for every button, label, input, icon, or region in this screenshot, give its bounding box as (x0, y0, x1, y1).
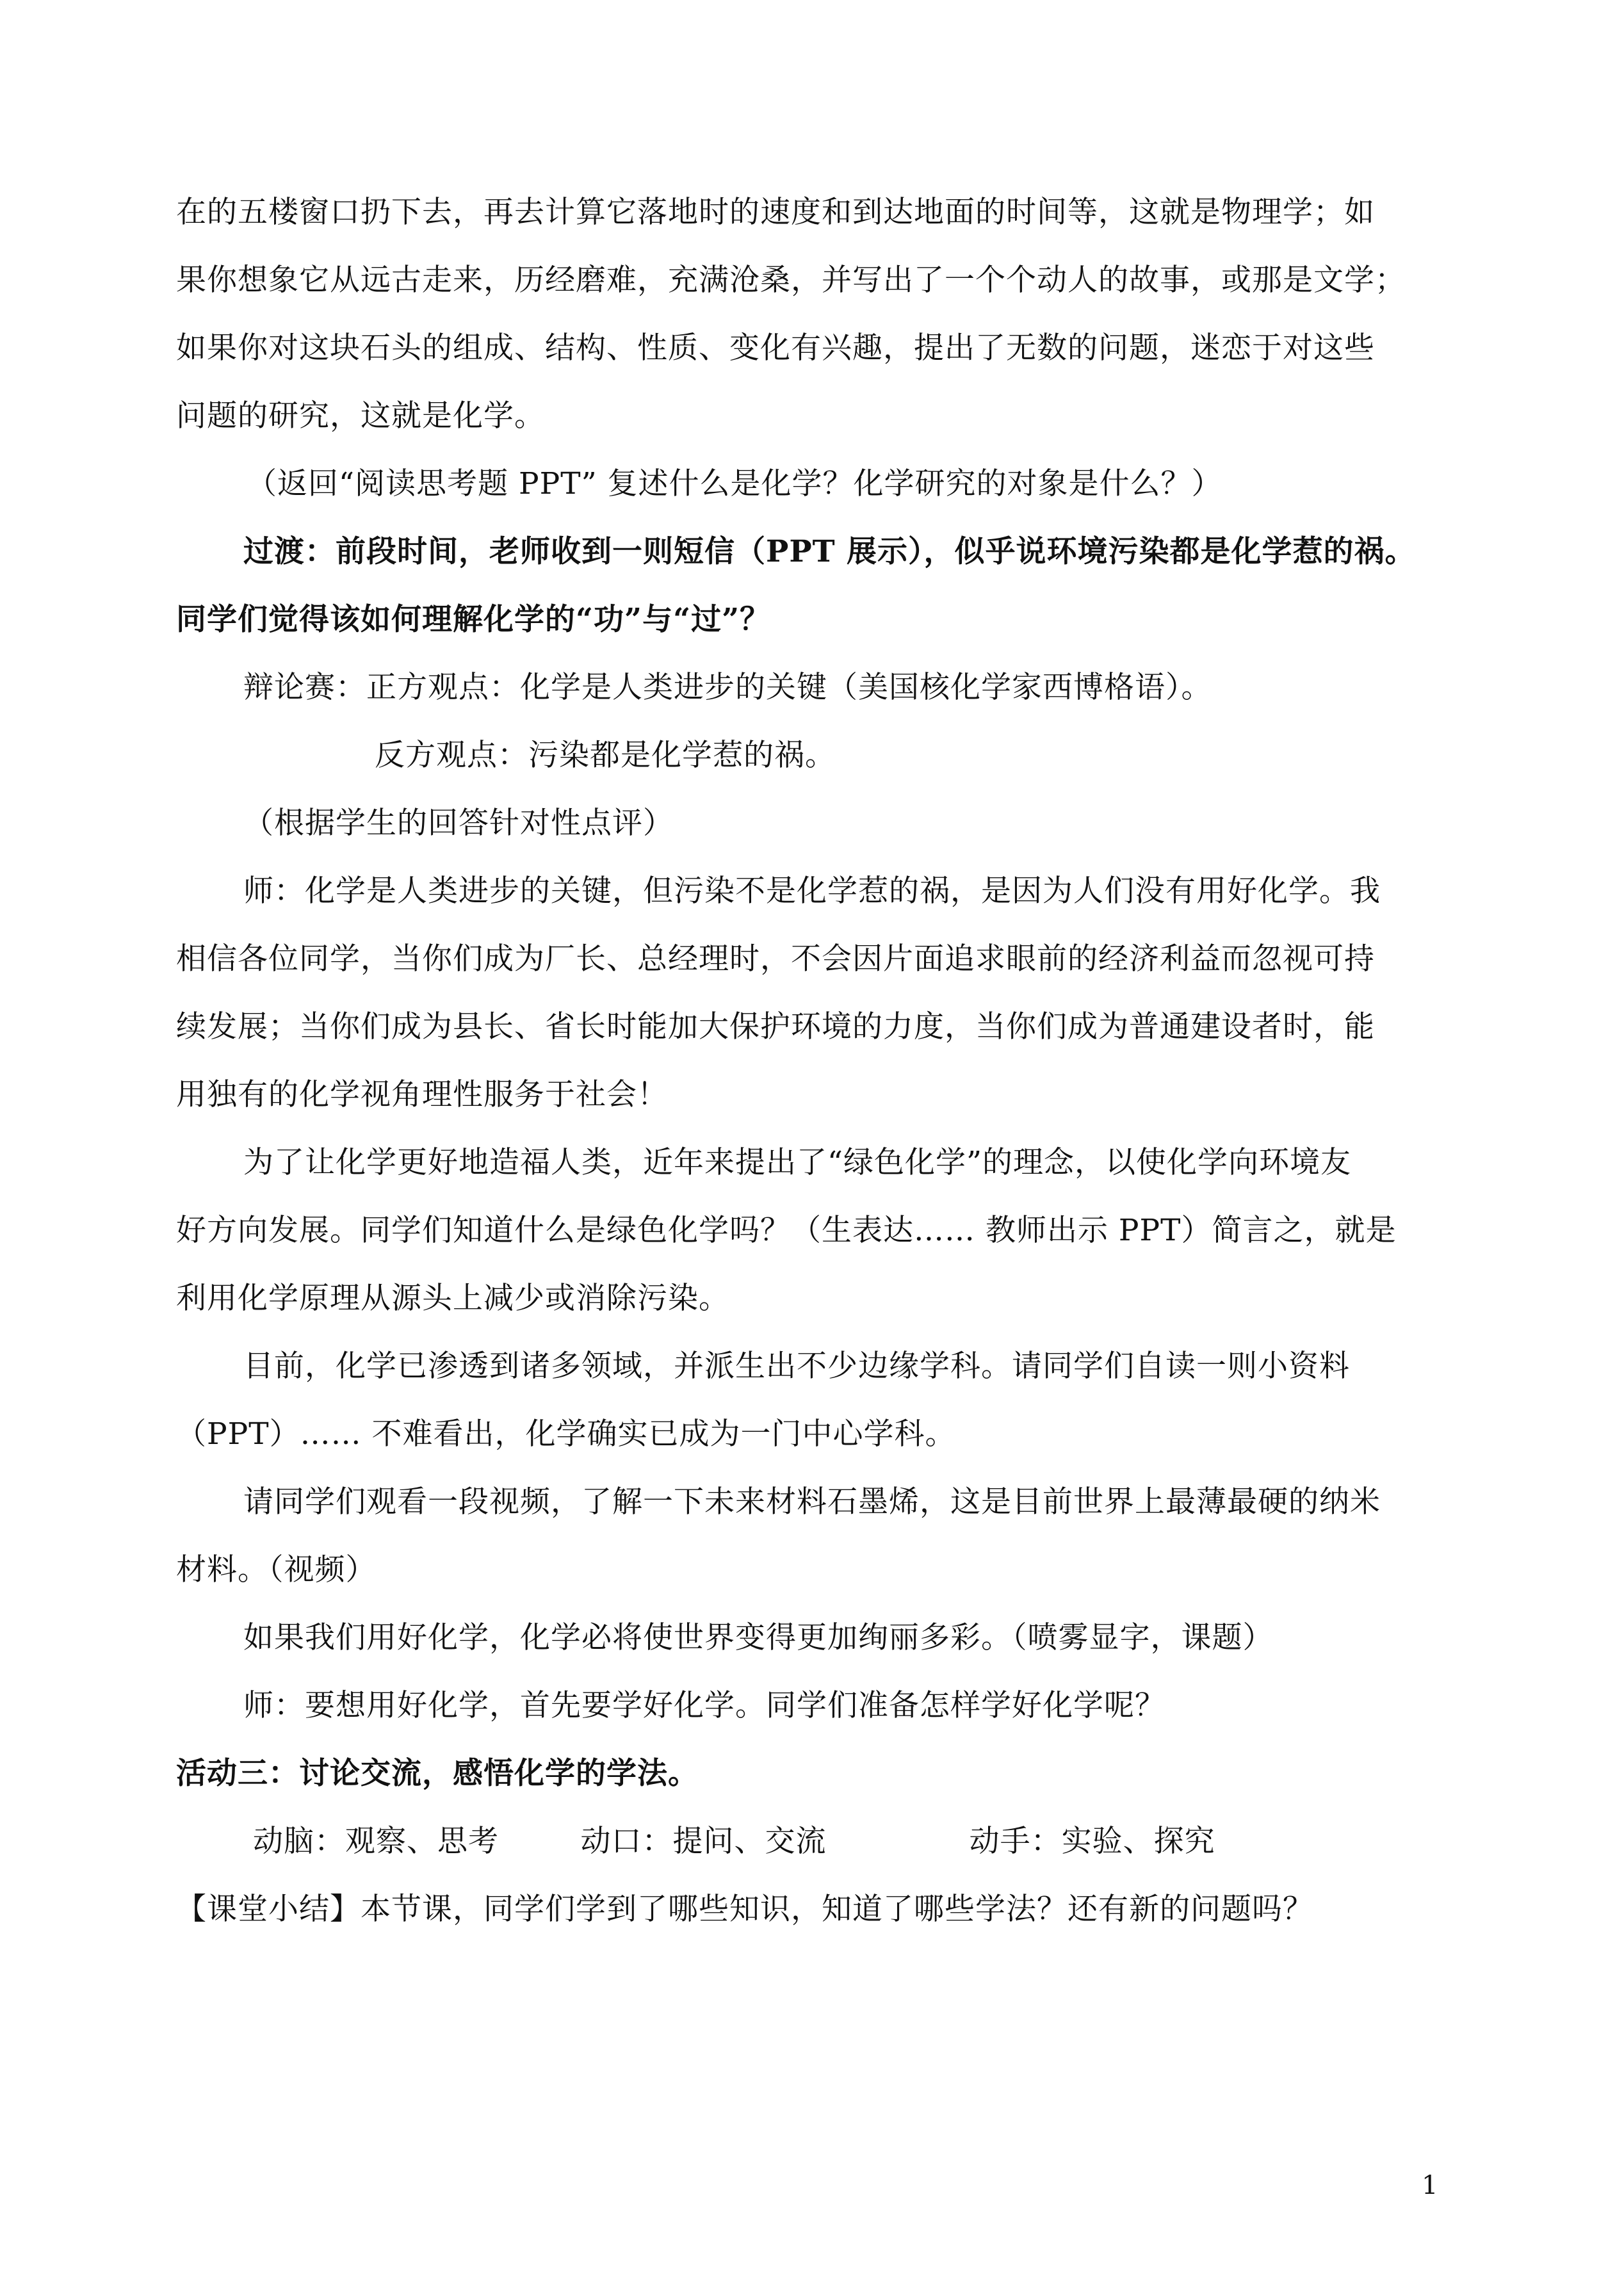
paragraph-line: 用独有的化学视角理性服务于社会！ (176, 1077, 668, 1112)
paragraph-line: （根据学生的回答针对性点评） (243, 806, 674, 841)
paragraph-line: 相信各位同学，当你们成为厂长、总经理时，不会因片面追求眼前的经济利益而忽视可持 (176, 941, 1375, 977)
paragraph-line: （PPT）…… 不难看出，化学确实已成为一门中心学科。 (176, 1416, 956, 1452)
paragraph-line: 为了让化学更好地造福人类，近年来提出了“绿色化学”的理念，以使化学向环境友 (243, 1145, 1352, 1180)
paragraph-line: 在的五楼窗口扔下去，再去计算它落地时的速度和到达地面的时间等，这就是物理学；如 (176, 195, 1375, 230)
paragraph-line: 续发展；当你们成为县长、省长时能加大保护环境的力度，当你们成为普通建设者时，能 (176, 1009, 1375, 1044)
activity-heading: 活动三：讨论交流，感悟化学的学法。 (176, 1756, 699, 1791)
paragraph-line: （返回“阅读思考题 PPT” 复述什么是化学？化学研究的对象是什么？） (247, 466, 1222, 501)
paragraph-line: 问题的研究，这就是化学。 (176, 398, 545, 434)
summary-line: 【课堂小结】本节课，同学们学到了哪些知识，知道了哪些学法？还有新的问题吗？ (176, 1892, 1313, 1927)
paragraph-line: 师：要想用好化学，首先要学好化学。同学们准备怎样学好化学呢？ (243, 1688, 1165, 1723)
page-number: 1 (1422, 2171, 1438, 2200)
paragraph-line: 请同学们观看一段视频，了解一下未来材料石墨烯，这是目前世界上最薄最硬的纳米 (243, 1484, 1381, 1520)
paragraph-line: 如果你对这块石头的组成、结构、性质、变化有兴趣，提出了无数的问题，迷恋于对这些 (176, 330, 1375, 366)
paragraph-line: 利用化学原理从源头上减少或消除污染。 (176, 1281, 729, 1316)
paragraph-line: 如果我们用好化学，化学必将使世界变得更加绚丽多彩。（喷雾显字，课题） (243, 1620, 1274, 1655)
bold-transition-line: 过渡：前段时间，老师收到一则短信（PPT 展示），似乎说环境污染都是化学惹的祸。 (243, 534, 1416, 569)
bold-transition-line: 同学们觉得该如何理解化学的“功”与“过”？ (176, 602, 771, 637)
paragraph-line: 果你想象它从远古走来，历经磨难，充满沧桑，并写出了一个个动人的故事，或那是文学； (176, 263, 1406, 298)
debate-line: 辩论赛：正方观点：化学是人类进步的关键（美国核化学家西博格语）。 (243, 670, 1212, 705)
debate-line: 反方观点：污染都是化学惹的祸。 (375, 738, 836, 773)
paragraph-line: 好方向发展。同学们知道什么是绿色化学吗？（生表达…… 教师出示 PPT）简言之，就是 (176, 1213, 1397, 1248)
paragraph-line: 目前，化学已渗透到诸多领域，并派生出不少边缘学科。请同学们自读一则小资料 (243, 1349, 1350, 1384)
methods-line: 动脑：观察、思考 动口：提问、交流 动手：实验、探究 (253, 1824, 1215, 1859)
paragraph-line: 师：化学是人类进步的关键，但污染不是化学惹的祸，是因为人们没有用好化学。我 (243, 873, 1381, 909)
paragraph-line: 材料。（视频） (176, 1552, 377, 1587)
